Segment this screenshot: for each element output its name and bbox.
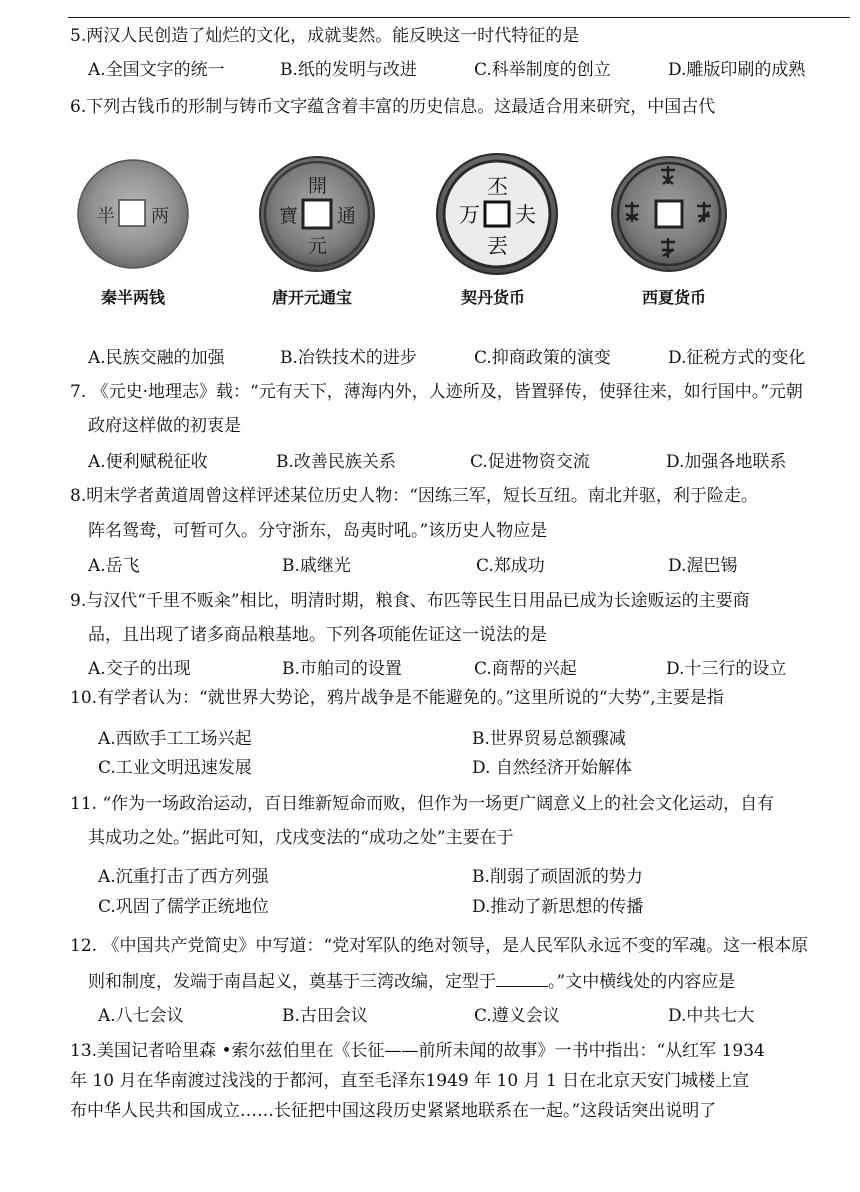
q12-answer-blank[interactable] bbox=[496, 972, 548, 987]
q6-stem: 6.下列古钱币的形制与铸币文字蕴含着丰富的历史信息。这最适合用来研究，中国古代 bbox=[70, 97, 716, 117]
q12-stem-line1: 12. 《中国共产党简史》中写道：“党对军队的绝对领导，是人民军队永远不变的军魂。这一根本原 bbox=[70, 936, 809, 956]
q8-option-d[interactable]: D.渥巴锡 bbox=[668, 556, 738, 576]
q5-option-c[interactable]: C.科举制度的创立 bbox=[474, 60, 611, 80]
q11-option-d[interactable]: D.推动了新思想的传播 bbox=[472, 897, 644, 917]
svg-text:通: 通 bbox=[337, 205, 357, 227]
q7-stem-line1: 7. 《元史·地理志》载：“元有天下，薄海内外，人迹所及，皆置驿传，使驿往来，如行国中。”元朝 bbox=[70, 382, 803, 402]
svg-text:夫: 夫 bbox=[515, 203, 536, 227]
q9-option-a[interactable]: A.交子的出现 bbox=[88, 659, 191, 679]
q5-stem: 5.两汉人民创造了灿烂的文化，成就斐然。能反映这一时代特征的是 bbox=[70, 26, 580, 46]
q5-option-d[interactable]: D.雕版印刷的成熟 bbox=[668, 60, 806, 80]
q9-option-d[interactable]: D.十三行的设立 bbox=[666, 659, 787, 679]
q9-option-b[interactable]: B.市舶司的设置 bbox=[282, 659, 402, 679]
q9-stem-line2: 品，且出现了诸多商品粮基地。下列各项能佐证这一说法的是 bbox=[88, 625, 547, 645]
q8-stem-line2: 阵名鸳鸯，可暂可久。分守浙东，岛夷时吼。”该历史人物应是 bbox=[88, 521, 548, 541]
coin-caption-western-xia: 西夏货币 bbox=[642, 288, 707, 307]
qin-banliang-coin-icon bbox=[75, 156, 191, 272]
q10-option-d[interactable]: D. 自然经济开始解体 bbox=[472, 758, 632, 778]
q12-option-c[interactable]: C.遵义会议 bbox=[474, 1006, 560, 1026]
q11-option-b[interactable]: B.削弱了顽固派的势力 bbox=[472, 867, 643, 887]
q9-option-c[interactable]: C.商帮的兴起 bbox=[474, 659, 577, 679]
header-rule bbox=[68, 17, 850, 18]
q6-option-d[interactable]: D.征税方式的变化 bbox=[668, 348, 806, 368]
q12-stem-line2-part1: 则和制度，发端于南昌起义，奠基于三湾改编，定型于 bbox=[88, 972, 496, 992]
svg-text:两: 两 bbox=[151, 206, 169, 227]
q11-stem-line2: 其成功之处。”据此可知，戊戌变法的“成功之处”主要在于 bbox=[88, 828, 514, 848]
q7-option-b[interactable]: B.改善民族关系 bbox=[276, 452, 396, 472]
coin-caption-tang: 唐开元通宝 bbox=[272, 288, 353, 307]
q13-stem-line3: 布中华人民共和国成立……长征把中国这段历史紧紧地联系在一起。”这段话突出说明了 bbox=[70, 1101, 717, 1121]
svg-text:万: 万 bbox=[459, 203, 480, 227]
q9-stem-line1: 9.与汉代“千里不贩籴”相比，明清时期，粮食、布匹等民生日用品已成为长途贩运的主要商 bbox=[70, 591, 750, 611]
svg-text:半: 半 bbox=[97, 206, 115, 227]
svg-text:元: 元 bbox=[308, 235, 328, 257]
coin-caption-khitan: 契丹货币 bbox=[461, 288, 526, 307]
q11-stem-line1: 11. “作为一场政治运动，百日维新短命而败，但作为一场更广阔意义上的社会文化运动，自有 bbox=[70, 794, 775, 814]
q7-option-c[interactable]: C.促进物资交流 bbox=[470, 452, 590, 472]
q5-option-b[interactable]: B.纸的发明与改进 bbox=[280, 60, 417, 80]
q12-stem-line2-part2: 。”文中横线处的内容应是 bbox=[548, 972, 736, 992]
q12-stem-line2 bbox=[88, 972, 735, 991]
q7-stem-line2: 政府这样做的初衷是 bbox=[88, 416, 241, 436]
q10-option-c[interactable]: C.工业文明迅速发展 bbox=[98, 758, 252, 778]
q6-coin-figure bbox=[0, 150, 860, 320]
q10-option-a[interactable]: A.西欧手工工场兴起 bbox=[98, 729, 252, 749]
q10-option-b[interactable]: B.世界贸易总额骤减 bbox=[472, 729, 626, 749]
q12-option-d[interactable]: D.中共七大 bbox=[668, 1006, 755, 1026]
coin-caption-qin: 秦半两钱 bbox=[101, 288, 166, 307]
q12-option-a[interactable]: A.八七会议 bbox=[98, 1006, 184, 1026]
q6-option-a[interactable]: A.民族交融的加强 bbox=[88, 348, 225, 368]
q5-option-a[interactable]: A.全国文字的统一 bbox=[88, 60, 225, 80]
q7-option-a[interactable]: A.便利赋税征收 bbox=[88, 452, 208, 472]
q7-option-d[interactable]: D.加强各地联系 bbox=[666, 452, 787, 472]
q13-stem-line1: 13.美国记者哈里森 •索尔兹伯里在《长征——前所未闻的故事》一书中指出：“从红军 1934 bbox=[70, 1041, 765, 1061]
khitan-coin-icon bbox=[435, 152, 559, 276]
q8-option-b[interactable]: B.戚继光 bbox=[282, 556, 351, 576]
svg-text:寶: 寶 bbox=[279, 205, 299, 227]
q11-option-c[interactable]: C.巩固了儒学正统地位 bbox=[98, 897, 269, 917]
western-xia-coin-icon bbox=[609, 154, 729, 274]
q12-option-b[interactable]: B.古田会议 bbox=[282, 1006, 368, 1026]
q10-stem: 10.有学者认为：“就世界大势论，鸦片战争是不能避免的。”这里所说的“大势”,主要是指 bbox=[70, 688, 724, 708]
q13-stem-line2: 年 10 月在华南渡过浅浅的于都河，直至毛泽东1949 年 10 月 1 日在北京天安门城楼上宣 bbox=[70, 1071, 750, 1091]
q8-stem-line1: 8.明末学者黄道周曾这样评述某位历史人物：“因练三军，短长互纽。南北并驱，利于险走。 bbox=[70, 486, 758, 506]
svg-text:丟: 丟 bbox=[487, 234, 508, 258]
svg-text:開: 開 bbox=[308, 175, 328, 197]
q6-option-c[interactable]: C.抑商政策的演变 bbox=[474, 348, 611, 368]
tang-kaiyuan-tongbao-coin-icon bbox=[257, 154, 377, 274]
q8-option-c[interactable]: C.郑成功 bbox=[476, 556, 545, 576]
q6-option-b[interactable]: B.冶铁技术的进步 bbox=[280, 348, 417, 368]
q8-option-a[interactable]: A.岳飞 bbox=[88, 556, 140, 576]
svg-text:丕: 丕 bbox=[487, 175, 508, 199]
q11-option-a[interactable]: A.沉重打击了西方列强 bbox=[98, 867, 269, 887]
